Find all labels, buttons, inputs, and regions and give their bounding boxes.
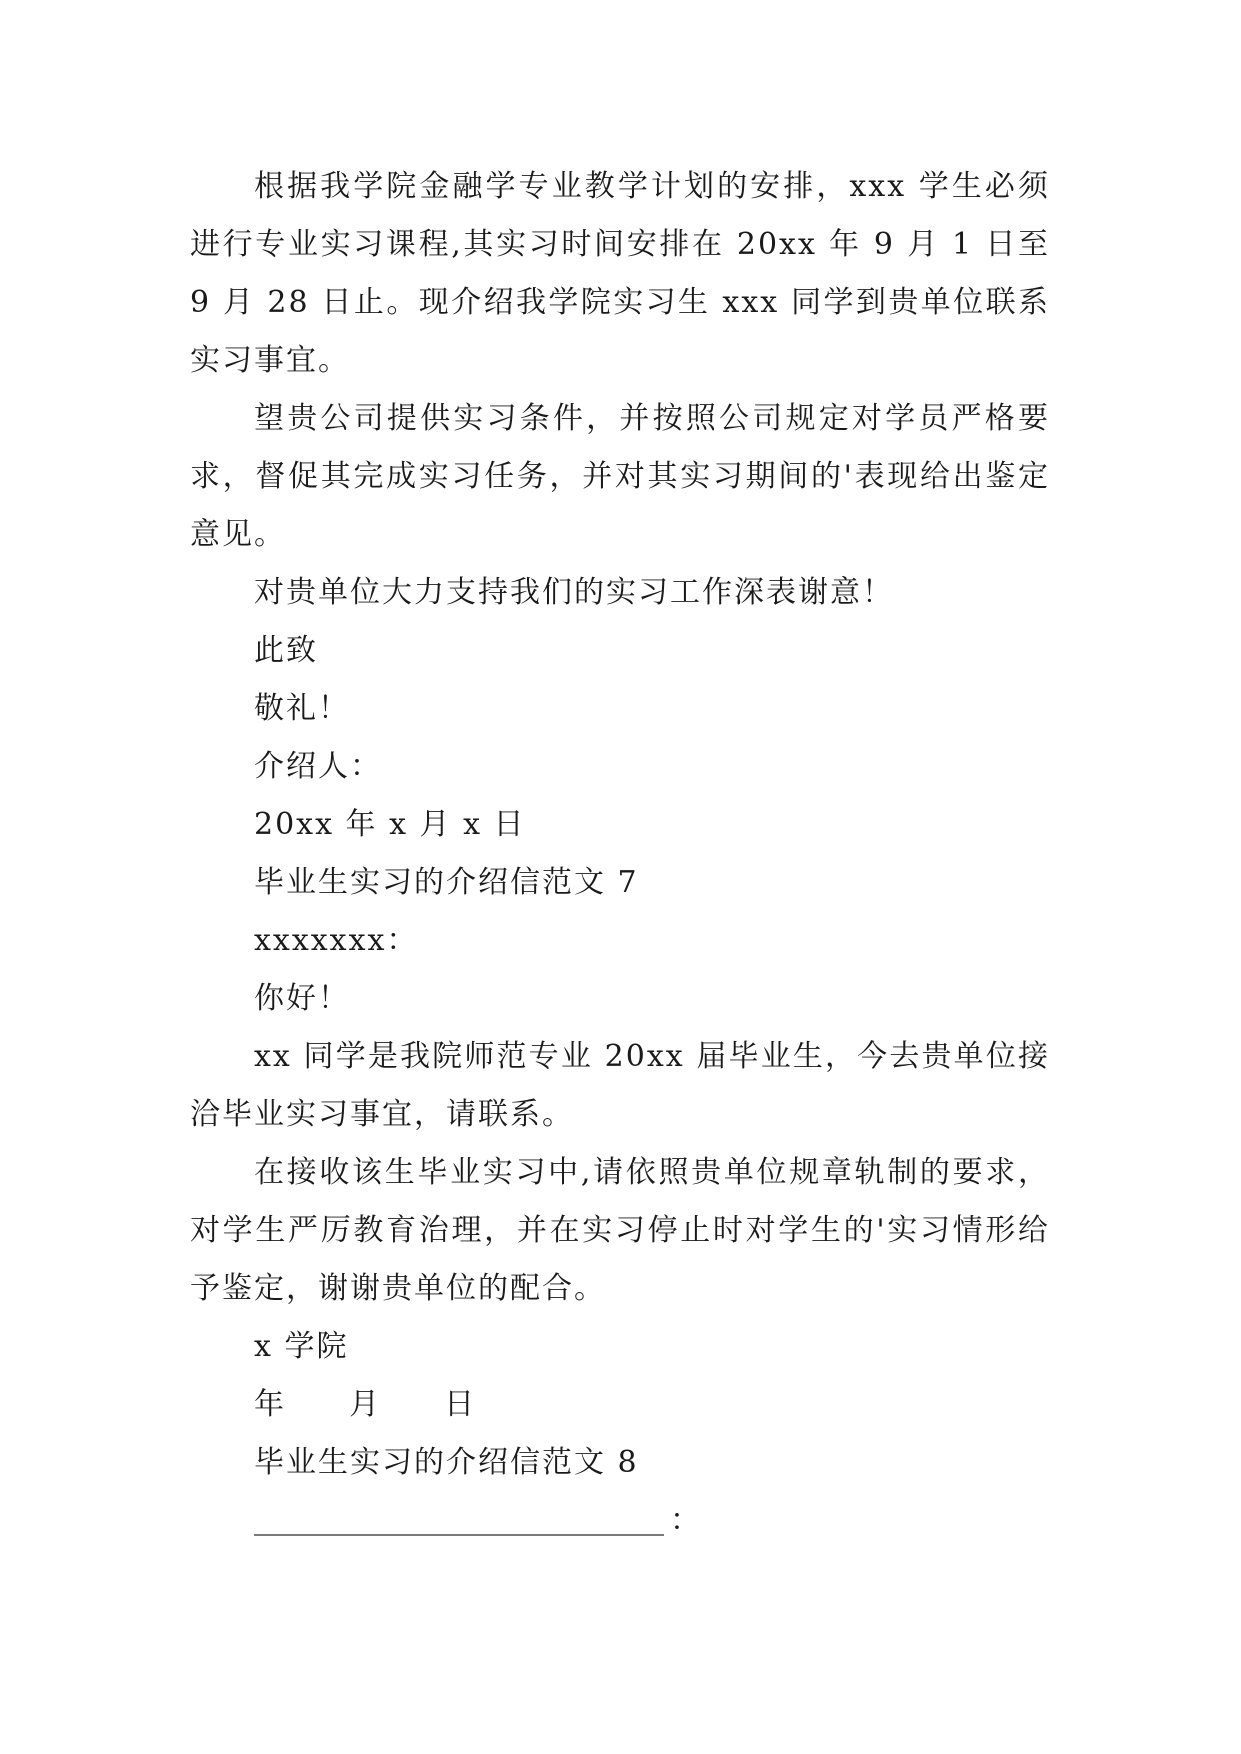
thanks-line: 对贵单位大力支持我们的实习工作深表谢意！ (254, 575, 894, 610)
document-body (190, 158, 1050, 1550)
recipient-colon: ： (670, 1503, 702, 1538)
recipient-line-8 (190, 1492, 1050, 1550)
body-paragraph: xx 同学是我院师范专业 20xx 届毕业生，今去贵单位接洽毕业实习事宜，请联系。 (190, 1039, 1050, 1132)
closing-line-2: 敬礼！ (254, 691, 350, 726)
recipient-blank (254, 1533, 664, 1536)
body-paragraph: 根据我学院金融学专业教学计划的安排，xxx 学生必须进行专业实习课程,其实习时间安排在 20xx 年 9 月 1 日至 9 月 28 日止。现介绍我学院实习生 xxx 同学到贵单位联系实习事宜。 (190, 169, 1050, 378)
closing-line-1: 此致 (254, 633, 318, 668)
body-paragraph: 在接收该生毕业实习中,请依照贵单位规章轨制的要求，对学生严厉教育治理，并在实习停止时对学生的'实习情形给予鉴定，谢谢贵单位的配合。 (190, 1155, 1050, 1306)
greeting-line-7: 你好！ (254, 981, 350, 1016)
introducer-line: 介绍人： (254, 749, 382, 784)
section-title-8: 毕业生实习的介绍信范文 8 (254, 1445, 639, 1480)
recipient-line-7: xxxxxxx： (254, 923, 419, 958)
body-paragraph: 望贵公司提供实习条件，并按照公司规定对学员严格要求，督促其完成实习任务，并对其实习期间的'表现给出鉴定意见。 (190, 401, 1050, 552)
date-line-7: 年 月 日 (254, 1387, 477, 1422)
section-title-7: 毕业生实习的介绍信范文 7 (254, 865, 639, 900)
date-line: 20xx 年 x 月 x 日 (254, 807, 526, 842)
signature-line-7: x 学院 (254, 1329, 349, 1364)
